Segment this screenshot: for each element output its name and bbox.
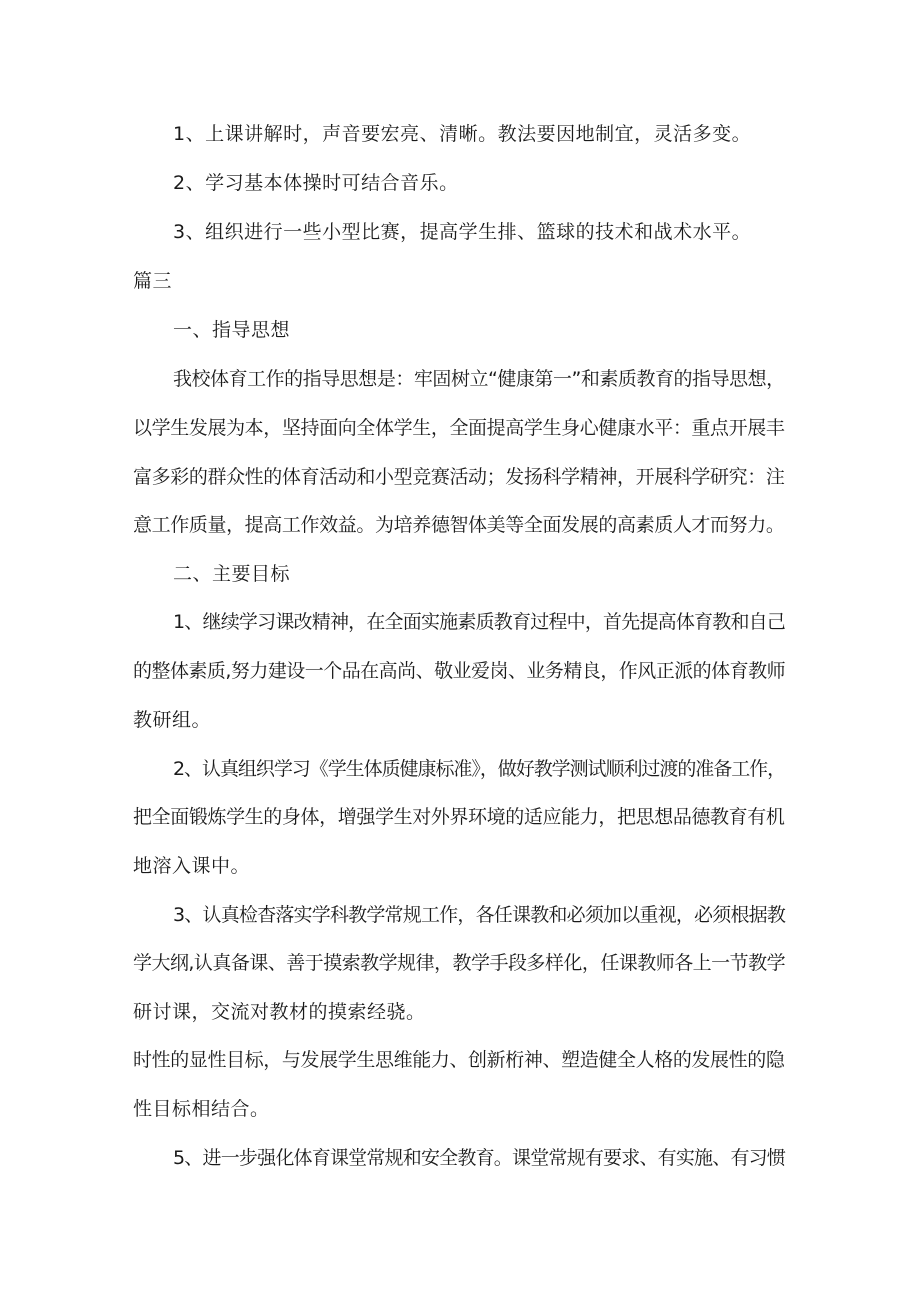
list-item-3: 3、组织进行一些小型比赛，提高学生排、篮球的技术和战术水平。 [173,221,752,243]
paragraph-line: 以学生发展为本，坚持面向全体学生，全面提高学生身心健康水平：重点开展丰 [133,417,785,439]
paragraph-line: 意工作质量，提高工作效益。为培养德智体美等全面发展的高素质人才而努力。 [133,514,785,536]
paragraph-line: 性目标相结合。 [133,1098,270,1120]
paragraph-line: 地溶入课中。 [133,855,251,877]
paragraph-line: 时性的显性目标，与发展学生思维能力、创新桁神、塑造健全人格的发展性的隐 [133,1049,785,1071]
paragraph-line: 把全面锻炼学生的身体，增强学生对外界环境的适应能力，把思想品德教育有机 [133,806,785,828]
paragraph-line: 2、认真组织学习《学生体质健康标准》，做好教学测试顺利过渡的准备工作， [173,758,786,780]
paragraph-line: 5、进一步强化体育课堂常规和安全教育。课堂常规有要求、有实施、有习惯 [173,1147,786,1169]
section-heading: 篇三 [133,270,173,292]
paragraph-line: 3、认真检杳落实学科教学常规工作，各任课教和必须加以重视，必须根据教 [173,904,786,926]
paragraph-line: 研讨课，交流对教材的摸索经骁。 [133,1001,426,1023]
paragraph-line: 富多彩的群众性的体育活动和小型竞赛活动；发扬科学精神，开展科学研究：注 [133,466,785,488]
subheading-main-goals: 二、主要目标 [173,563,291,585]
list-item-1: 1、上课讲解时，声音要宏亮、清晰。教法要因地制宜，灵活多变。 [173,123,752,145]
paragraph-line: 我校体育工作的指导思想是：牢固树立“健康第一”和素质教育的指导思想， [173,368,785,390]
paragraph-line: 的整体素质,努力建设一个品在高尚、敬业爱岗、业务精良，作风正派的体育教师 [133,660,786,682]
list-item-2: 2、学习基本体操时可结合音乐。 [173,172,459,194]
paragraph-line: 1、继续学习课改精神，在全面实施素质教育过程中，首先提高体育教和自己 [173,611,786,633]
subheading-guiding-thought: 一、指导思想 [173,319,291,341]
paragraph-line: 教研组。 [133,709,212,731]
paragraph-line: 学大纲,认真备课、善于摸索教学规律，教学手段多样化，任课教师各上一节教学 [133,952,786,974]
